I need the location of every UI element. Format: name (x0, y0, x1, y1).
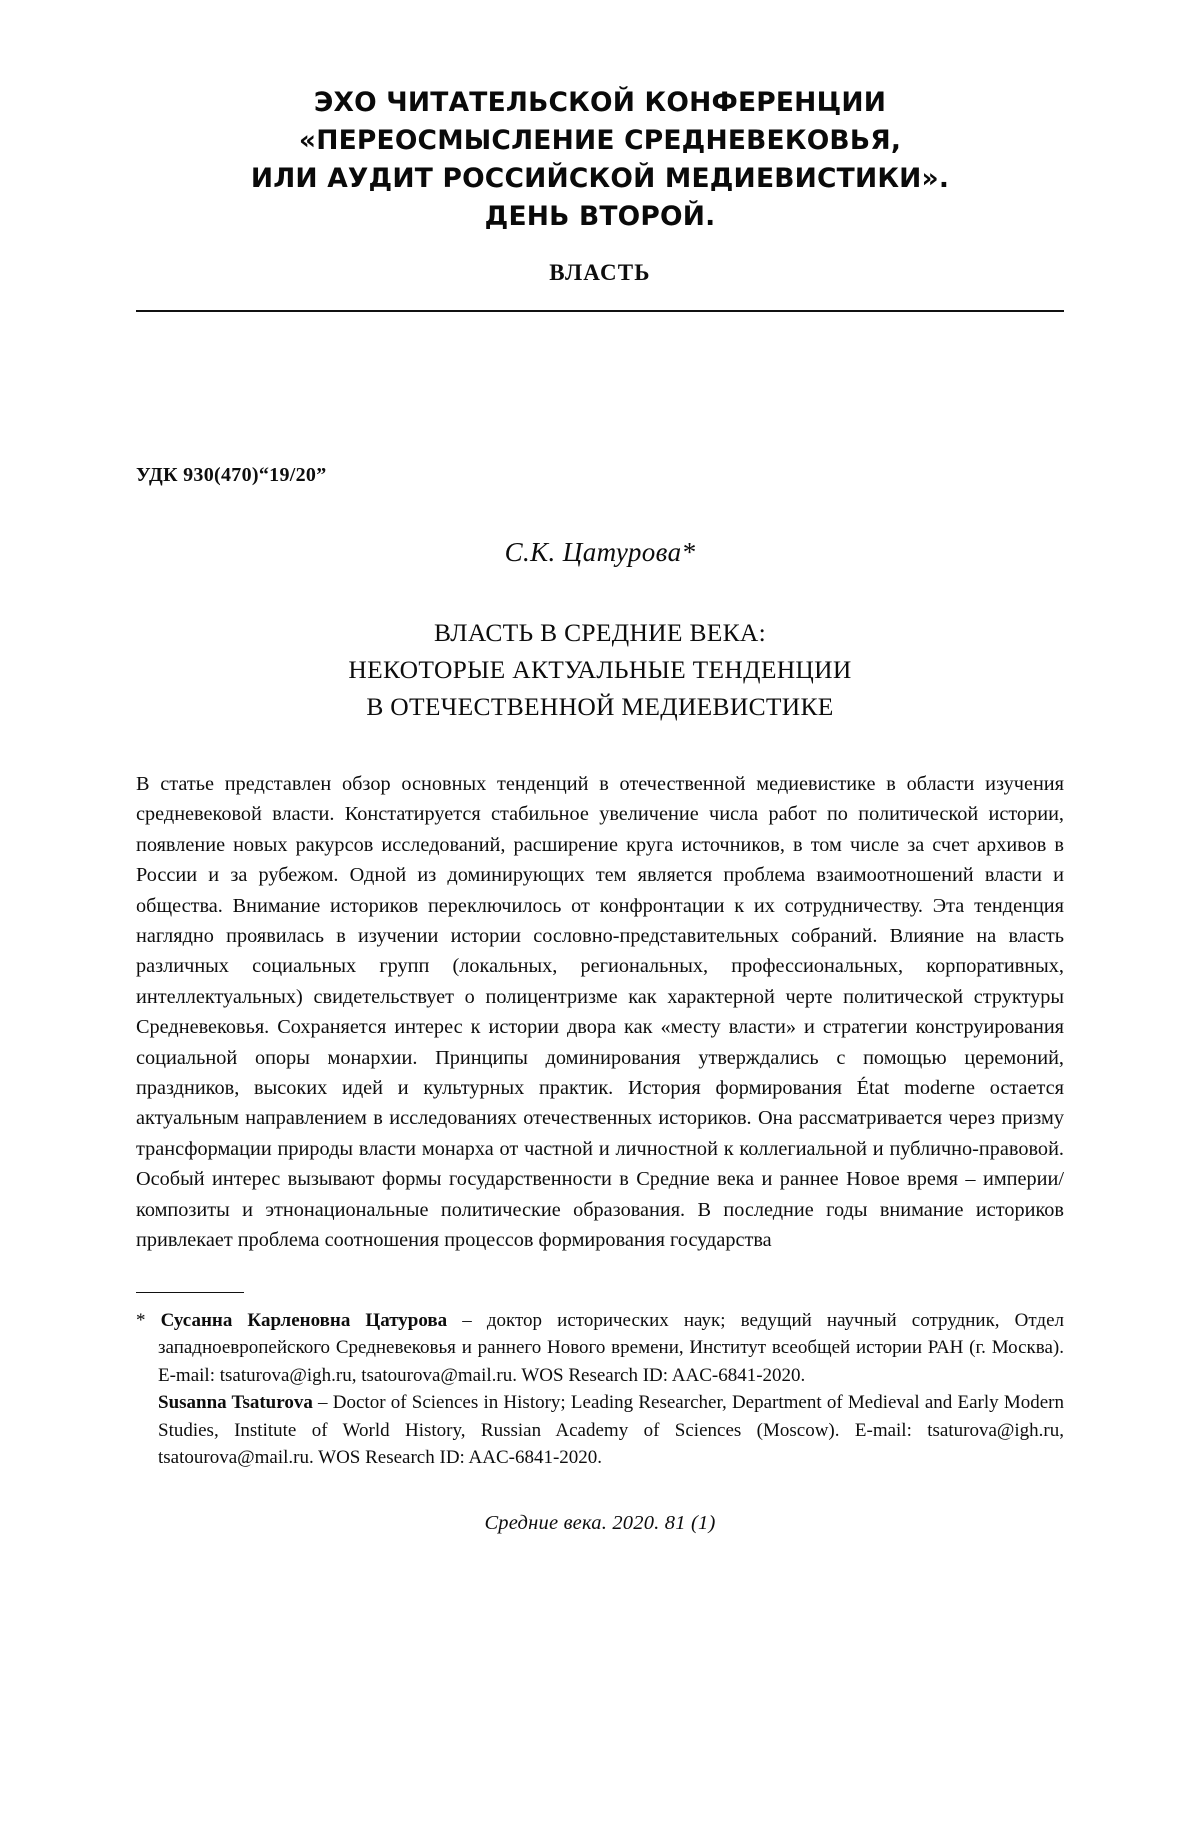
article-title-line-3: В ОТЕЧЕСТВЕННОЙ МЕДИЕВИСТИКЕ (366, 692, 834, 721)
conference-title-line-3: ИЛИ АУДИТ РОССИЙСКОЙ МЕДИЕВИСТИКИ». (250, 163, 950, 194)
conference-title-line-4: ДЕНЬ ВТОРОЙ. (484, 201, 716, 232)
journal-issue: (1) (691, 1511, 716, 1534)
journal-name: Средние века. (484, 1511, 608, 1534)
article-title (136, 614, 1064, 725)
journal-year: 2020. (612, 1511, 660, 1534)
abstract-text: В статье представлен обзор основных тенденций в отечественной медиевистике в области изучения средневековой власти. Констатируется стабильное увеличение числа работ по политической истории, появление новых ракурсов исследований, расширение круга источников, в том числе за счет архивов в России и за рубежом. Одной из доминирующих тем является проблема взаимоотношений власти и общества. Внимание историков переключилось от конфронтации к их сотрудничеству. Эта тенденция наглядно проявилась в изучении истории сословно-представительных собраний. Влияние на власть различных социальных групп (локальных, региональных, профессиональных, корпоративных, интеллектуальных) свидетельствует о полицентризме как характерной черте политической структуры Средневековья. Сохраняется интерес к истории двора как «месту власти» и стратегии конструирования социальной опоры монархии. Принципы доминирования утверждались с помощью церемоний, праздников, высоких идей и культурных практик. История формирования État moderne остается актуальным направлением в исследованиях отечественных историков. Она рассматривается через призму трансформации природы власти монарха от частной и личностной к коллегиальной и публично-правовой. Особый интерес вызывают формы государственности в Средние века и раннее Новое время – империи/композиты и этнонациональные политические образования. В последние годы внимание историков привлекает проблема соотношения процессов формирования государства (136, 773, 1064, 1252)
footnote-author-en: Susanna Tsaturova (158, 1392, 313, 1413)
running-footer (136, 1512, 1064, 1535)
section-heading: ВЛАСТЬ (549, 260, 651, 285)
footnote-divider (136, 1292, 244, 1293)
header-divider (136, 310, 1064, 312)
journal-volume: 81 (664, 1511, 686, 1534)
conference-title-line-1: ЭХО ЧИТАТЕЛЬСКОЙ КОНФЕРЕНЦИИ (313, 87, 887, 118)
footnote-text-en: – Doctor of Sciences in History; Leading Researcher, Department of Medieval and Early Modern Studies, Institute of World History, Russian Academy of Sciences (Moscow). E-mail: tsaturova@igh.ru, tsatourova@mail.ru. WOS Research ID: AAC-6841-2020. (158, 1392, 1064, 1468)
conference-header (136, 84, 1064, 288)
footnote-en (136, 1389, 1064, 1472)
footnote-text-ru: – доктор исторических наук; ведущий научный сотрудник, Отдел западноевропейского Средневековья и раннего Нового времени, Институт всеобщей истории РАН (г. Москва). E-mail: tsaturova@igh.ru, tsatourova@mail.ru. WOS Research ID: AAC-6841-2020. (158, 1309, 1065, 1386)
footnote-ru (136, 1307, 1064, 1390)
footnote-block (136, 1292, 1064, 1472)
author-name: С.К. Цатурова* (504, 537, 696, 567)
conference-title-line-2: «ПЕРЕОСМЫСЛЕНИЕ СРЕДНЕВЕКОВЬЯ, (298, 125, 902, 156)
udc-code: УДК 930(470)“19/20” (136, 464, 327, 486)
footnote-author-ru: Сусанна Карленовна Цатурова (160, 1309, 448, 1331)
article-title-line-2: НЕКОТОРЫЕ АКТУАЛЬНЫЕ ТЕНДЕНЦИИ (348, 655, 852, 684)
footnote-content (136, 1307, 1064, 1472)
article-title-line-1: ВЛАСТЬ В СРЕДНИЕ ВЕКА: (433, 618, 767, 647)
footnote-marker: * (136, 1309, 146, 1331)
